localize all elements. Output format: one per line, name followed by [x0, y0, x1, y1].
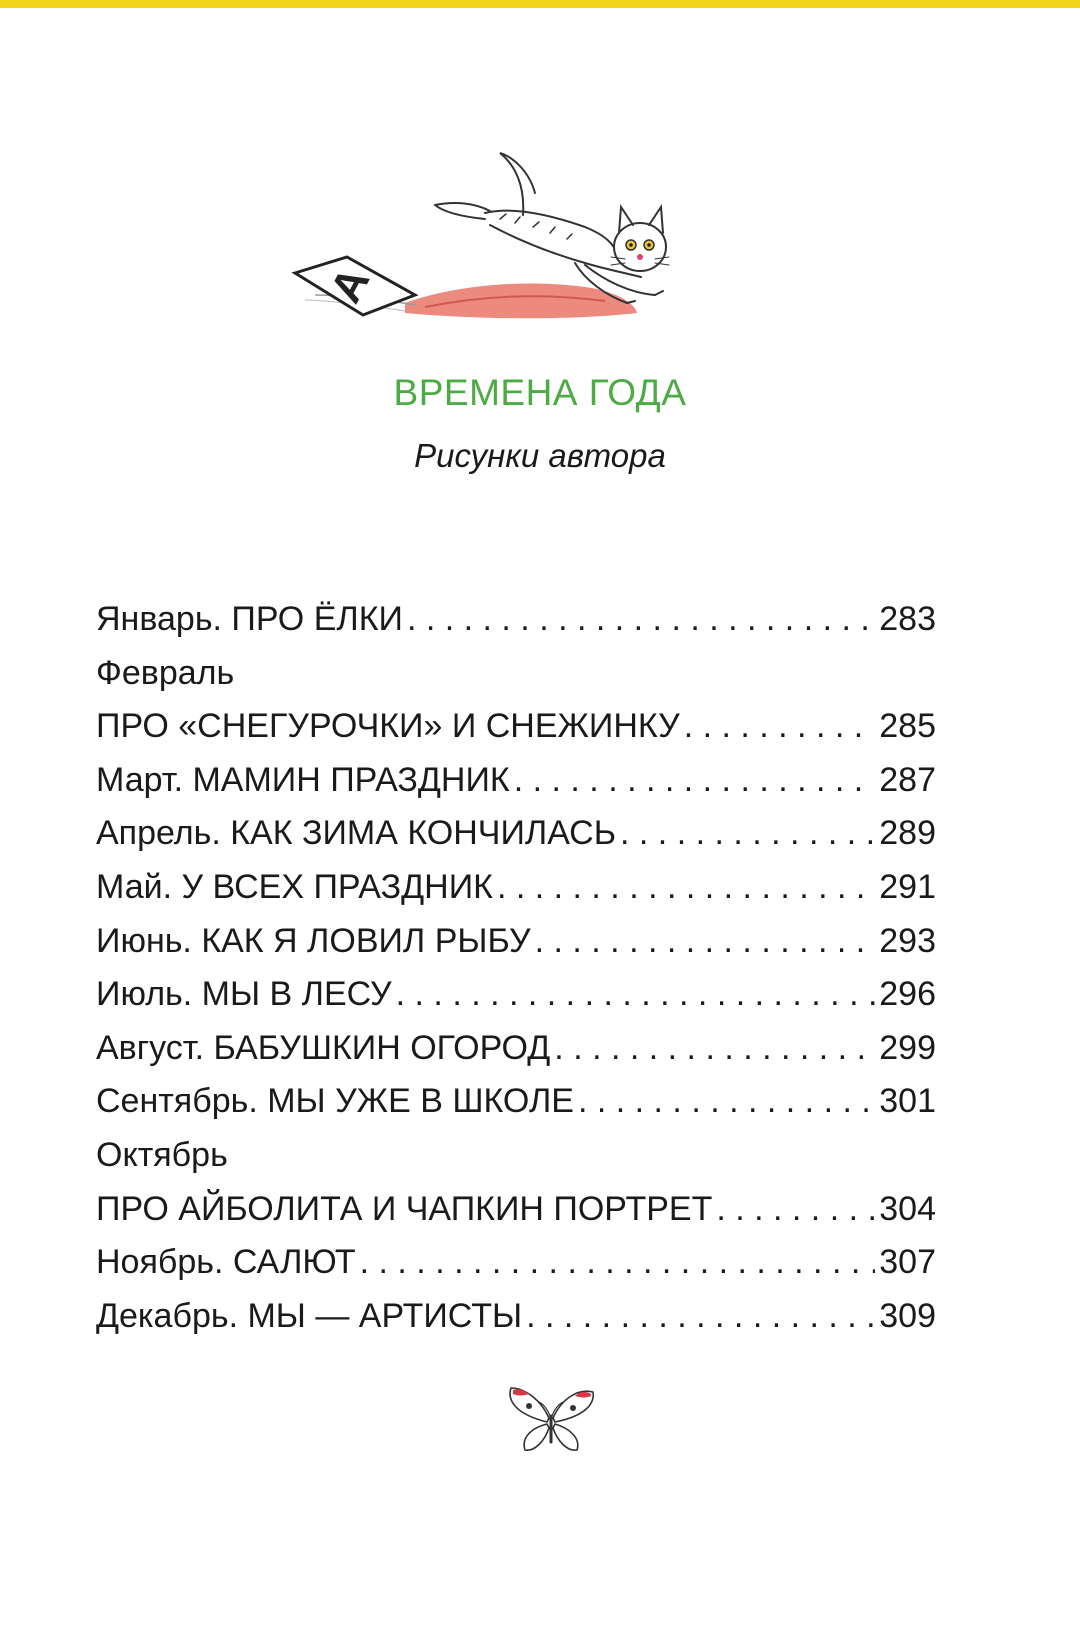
letter-card-icon	[295, 257, 415, 315]
toc-entry-page: 304	[879, 1189, 936, 1228]
toc-entry-title: ПРО «СНЕГУРОЧКИ» И СНЕЖИНКУ	[96, 707, 680, 746]
toc-entry-title: Май. У ВСЕХ ПРАЗДНИК	[96, 867, 493, 906]
toc-entry-title: Сентябрь. МЫ УЖЕ В ШКОЛЕ	[96, 1082, 574, 1121]
toc-entry-february-heading	[96, 647, 936, 701]
toc-entry-title: Август. БАБУШКИН ОГОРОД	[96, 1028, 551, 1067]
toc-entry-august	[96, 1022, 936, 1076]
top-color-rule	[0, 0, 1080, 8]
toc-entry-title: Октябрь	[96, 1135, 228, 1174]
cat-illustration	[285, 145, 705, 350]
toc-entry-page: 307	[879, 1243, 936, 1282]
section-subtitle: Рисунки автора	[414, 437, 666, 474]
toc-entry-page: 283	[879, 600, 936, 638]
dot-leader	[620, 807, 875, 861]
toc-entry-page: 301	[879, 1082, 936, 1121]
toc-entry-february	[96, 700, 936, 754]
toc-entry-october	[96, 1183, 936, 1237]
toc-entry-page: 299	[879, 1028, 936, 1067]
toc-entry-january	[96, 593, 936, 647]
butterfly-icon	[505, 1378, 597, 1460]
toc-entry-title: Март. МАМИН ПРАЗДНИК	[96, 760, 510, 799]
toc-entry-may	[96, 861, 936, 915]
toc-entry-title: Ноябрь. САЛЮТ	[96, 1243, 356, 1282]
toc-entry-page: 285	[879, 707, 936, 746]
toc-entry-page: 289	[879, 814, 936, 853]
toc-entry-page: 291	[879, 867, 936, 906]
dot-leader	[578, 1075, 875, 1129]
dot-leader	[497, 861, 875, 915]
dot-leader	[535, 915, 876, 969]
section-title: ВРЕМЕНА ГОДА	[393, 372, 687, 413]
toc-entry-title: ПРО АЙБОЛИТА И ЧАПКИН ПОРТРЕТ	[96, 1189, 713, 1228]
toc-entry-page: 296	[879, 975, 936, 1014]
card-letter: А	[321, 259, 380, 311]
toc-entry-page: 309	[879, 1296, 936, 1335]
table-of-contents	[96, 593, 936, 1343]
toc-entry-april	[96, 807, 936, 861]
toc-entry-title: Июль. МЫ В ЛЕСУ	[96, 975, 392, 1014]
toc-entry-title: Февраль	[96, 653, 235, 692]
dot-leader	[407, 593, 875, 647]
toc-entry-title: Декабрь. МЫ — АРТИСТЫ	[96, 1296, 523, 1335]
toc-entry-september	[96, 1075, 936, 1129]
toc-entry-march	[96, 754, 936, 808]
dot-leader	[554, 1022, 875, 1076]
dot-leader	[526, 1290, 875, 1344]
toc-entry-december	[96, 1290, 936, 1344]
cat-icon	[435, 153, 669, 303]
toc-entry-november	[96, 1236, 936, 1290]
toc-entry-title: Январь. ПРО ЁЛКИ	[96, 600, 403, 638]
toc-entry-page: 293	[879, 921, 936, 960]
dot-leader	[684, 700, 876, 754]
dot-leader	[396, 968, 876, 1022]
dot-leader	[716, 1183, 875, 1237]
toc-entry-october-heading	[96, 1129, 936, 1183]
toc-entry-title: Апрель. КАК ЗИМА КОНЧИЛАСЬ	[96, 814, 617, 853]
dot-leader	[514, 754, 876, 808]
toc-entry-page: 287	[879, 760, 936, 799]
toc-entry-title: Июнь. КАК Я ЛОВИЛ РЫБУ	[96, 921, 531, 960]
dot-leader	[360, 1236, 876, 1290]
toc-entry-june	[96, 915, 936, 969]
toc-entry-july	[96, 968, 936, 1022]
